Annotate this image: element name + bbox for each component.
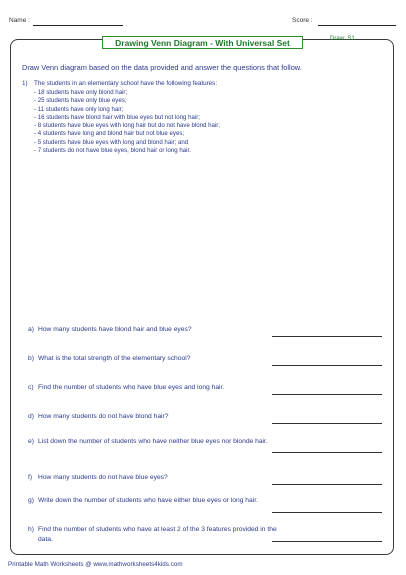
feature-item: - 25 students have only blue eyes;: [34, 97, 127, 105]
worksheet-code: Draw: S1: [330, 36, 355, 42]
question-g-letter: g): [28, 497, 34, 504]
name-label: Name :: [9, 17, 30, 24]
feature-item: - 4 students have long and blond hair but not blue eyes;: [34, 130, 185, 138]
question-g-text: Write down the number of students who have either blue eyes or long hair.: [38, 497, 258, 504]
problem-intro: The students in an elementary school have the following features:: [34, 80, 218, 87]
question-c-letter: c): [28, 384, 34, 391]
question-a-letter: a): [28, 326, 34, 333]
answer-line-c[interactable]: [272, 394, 382, 395]
answer-line-h[interactable]: [272, 541, 382, 542]
feature-item: - 18 students have only blond hair;: [34, 89, 128, 96]
feature-list: [34, 89, 220, 155]
feature-item: - 11 students have only long hair;: [34, 105, 124, 113]
answer-line-e[interactable]: [272, 452, 382, 453]
feature-item: - 5 students have blue eyes with long and blond hair; and: [34, 138, 189, 146]
question-f-letter: f): [28, 474, 33, 481]
question-c-text: Find the number of students who have blue eyes and long hair.: [38, 384, 225, 391]
feature-item: - 8 students have blue eyes with long hair but do not have blond hair;: [34, 122, 220, 130]
feature-item: - 7 students do not have blue eyes, blond hair or long hair.: [34, 147, 191, 155]
question-b-letter: b): [28, 355, 34, 362]
answer-line-b[interactable]: [272, 365, 382, 366]
question-d-text: How many students do not have blond hair?: [38, 413, 169, 420]
answer-line-g[interactable]: [272, 512, 382, 513]
question-h-text: Find the number of students who have at least 2 of the 3 features provided in the data.: [38, 526, 277, 543]
question-e-text: List down the number of students who have neither blue eyes nor blonde hair.: [38, 438, 268, 445]
answer-line-f[interactable]: [272, 484, 382, 485]
score-label: Score :: [292, 17, 313, 24]
name-field-line[interactable]: [33, 25, 123, 26]
worksheet-title: Drawing Venn Diagram - With Universal Set: [102, 36, 303, 49]
footer-text: Printable Math Worksheets @ www.mathworksheets4kids.com: [8, 561, 183, 568]
problem-number: 1): [22, 80, 28, 87]
score-field-line[interactable]: [318, 25, 396, 26]
feature-item: - 16 students have blond hair with blue eyes but not long hair;: [34, 113, 200, 121]
question-a-text: How many students have blond hair and blue eyes?: [38, 326, 192, 333]
answer-line-d[interactable]: [272, 423, 382, 424]
answer-line-a[interactable]: [272, 336, 382, 337]
question-e-letter: e): [28, 438, 34, 445]
question-d-letter: d): [28, 413, 34, 420]
question-f-text: How many students do not have blue eyes?: [38, 474, 168, 481]
instruction-text: Draw Venn diagram based on the data provided and answer the questions that follow.: [22, 63, 302, 72]
question-h-letter: h): [28, 526, 34, 533]
question-b-text: What is the total strength of the elementary school?: [38, 355, 191, 362]
